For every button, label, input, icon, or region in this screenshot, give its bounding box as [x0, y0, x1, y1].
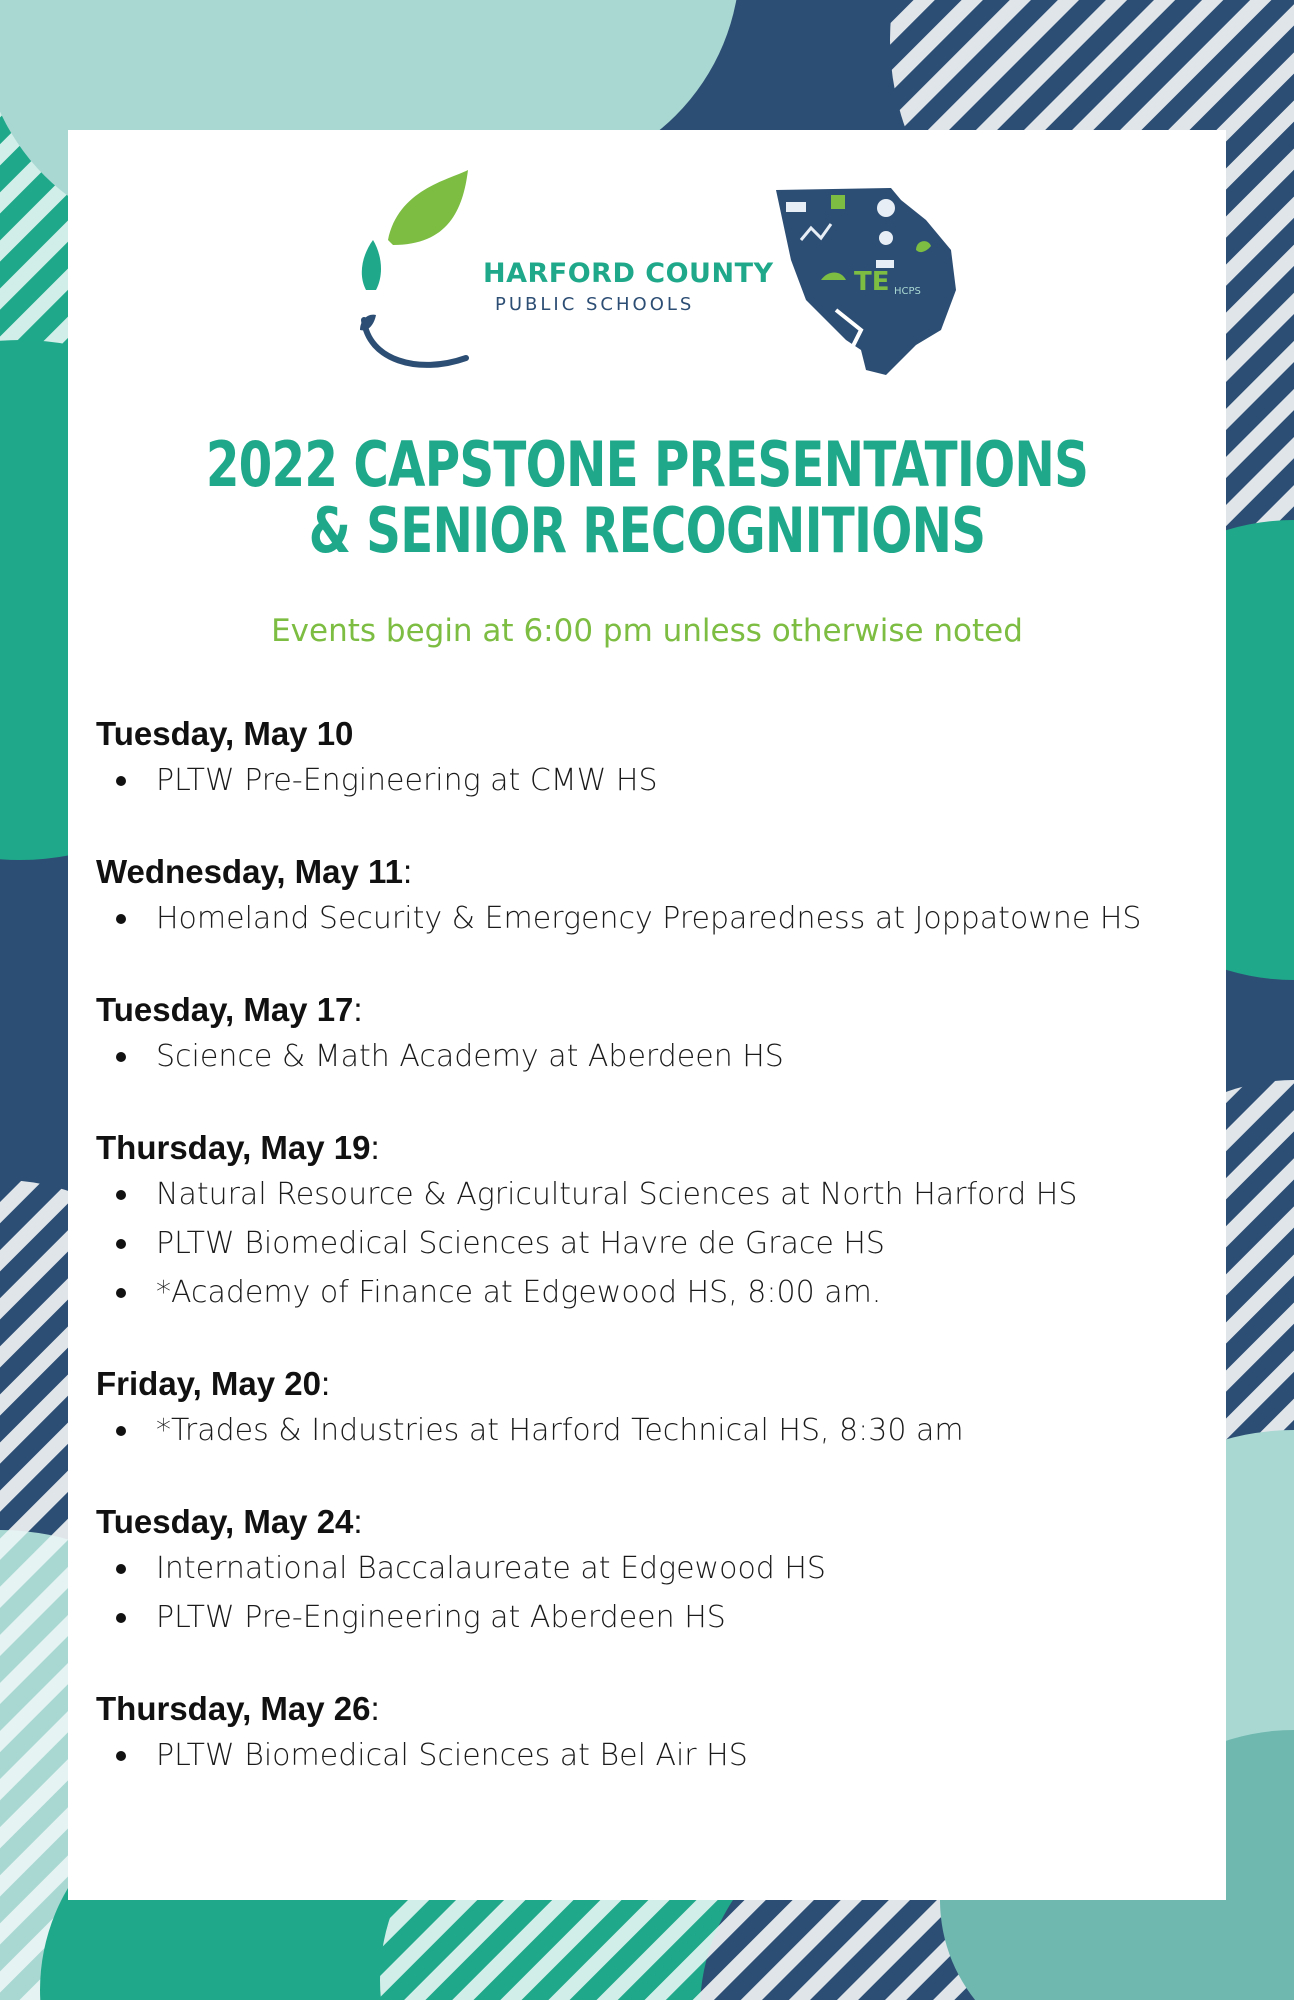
event-item: *Academy of Finance at Edgewood HS, 8:00 am. [96, 1268, 1206, 1317]
event-item: Natural Resource & Agricultural Sciences at North Harford HS [96, 1170, 1206, 1219]
title-line-2: & SENIOR RECOGNITIONS [308, 494, 986, 567]
schedule-day [96, 712, 1206, 805]
event-item: *Trades & Industries at Harford Technical HS, 8:30 am [96, 1406, 1206, 1455]
day-suffix: : [353, 991, 363, 1028]
schedule-day [96, 988, 1206, 1081]
day-date: Thursday, May 19 [96, 1129, 371, 1166]
event-list [96, 894, 1206, 943]
schedule-list [96, 712, 1206, 1825]
day-heading [96, 988, 1206, 1032]
hcps-logo [348, 170, 828, 380]
event-list [96, 1731, 1206, 1780]
day-heading [96, 712, 1206, 756]
day-heading [96, 1500, 1206, 1544]
day-date: Friday, May 20 [96, 1365, 321, 1402]
day-heading [96, 1687, 1206, 1731]
day-date: Tuesday, May 10 [96, 715, 354, 752]
event-list [96, 1032, 1206, 1081]
event-item: PLTW Pre-Engineering at CMW HS [96, 756, 1206, 805]
day-date: Thursday, May 26 [96, 1690, 371, 1727]
cte-county-map-logo [766, 180, 976, 380]
day-heading [96, 1126, 1206, 1170]
cte-small-text: HCPS [894, 286, 921, 297]
schedule-day [96, 850, 1206, 943]
event-item: International Baccalaureate at Edgewood HS [96, 1544, 1206, 1593]
chef-hat-icon [879, 231, 893, 245]
day-heading [96, 1362, 1206, 1406]
day-suffix: : [402, 853, 413, 890]
hcps-name-line1: HARFORD COUNTY [483, 258, 774, 289]
event-item: PLTW Pre-Engineering at Aberdeen HS [96, 1593, 1206, 1642]
tree-icon [877, 199, 895, 217]
event-list [96, 1406, 1206, 1455]
brick-icon [786, 202, 806, 212]
day-suffix: : [353, 1503, 363, 1540]
logo-row [68, 170, 1226, 380]
day-heading [96, 850, 1206, 894]
day-suffix: : [370, 1690, 380, 1727]
leaf-icon [348, 170, 478, 380]
hcps-name-line2: PUBLIC SCHOOLS [495, 294, 695, 315]
schedule-day [96, 1687, 1206, 1780]
event-list [96, 1170, 1206, 1317]
event-item: PLTW Biomedical Sciences at Havre de Grace HS [96, 1219, 1206, 1268]
subtitle: Events begin at 6:00 pm unless otherwise noted [271, 613, 1023, 649]
schedule-day [96, 1500, 1206, 1642]
flyer-card [68, 130, 1226, 1900]
day-date: Tuesday, May 24 [96, 1503, 354, 1540]
day-suffix: : [370, 1129, 380, 1166]
cte-badge-text: TE [854, 267, 890, 297]
event-item: Science & Math Academy at Aberdeen HS [96, 1032, 1206, 1081]
gear-icon [831, 195, 845, 209]
schedule-day [96, 1126, 1206, 1317]
event-list [96, 756, 1206, 805]
event-item: Homeland Security & Emergency Preparedness at Joppatowne HS [96, 894, 1206, 943]
event-item: PLTW Biomedical Sciences at Bel Air HS [96, 1731, 1206, 1780]
schedule-day [96, 1362, 1206, 1455]
event-list [96, 1544, 1206, 1642]
day-date: Tuesday, May 17 [96, 991, 354, 1028]
day-date: Wednesday, May 11 [96, 853, 403, 890]
page-title [195, 428, 1098, 567]
title-line-1: 2022 CAPSTONE PRESENTATIONS [205, 428, 1089, 501]
day-suffix: : [321, 1365, 331, 1402]
